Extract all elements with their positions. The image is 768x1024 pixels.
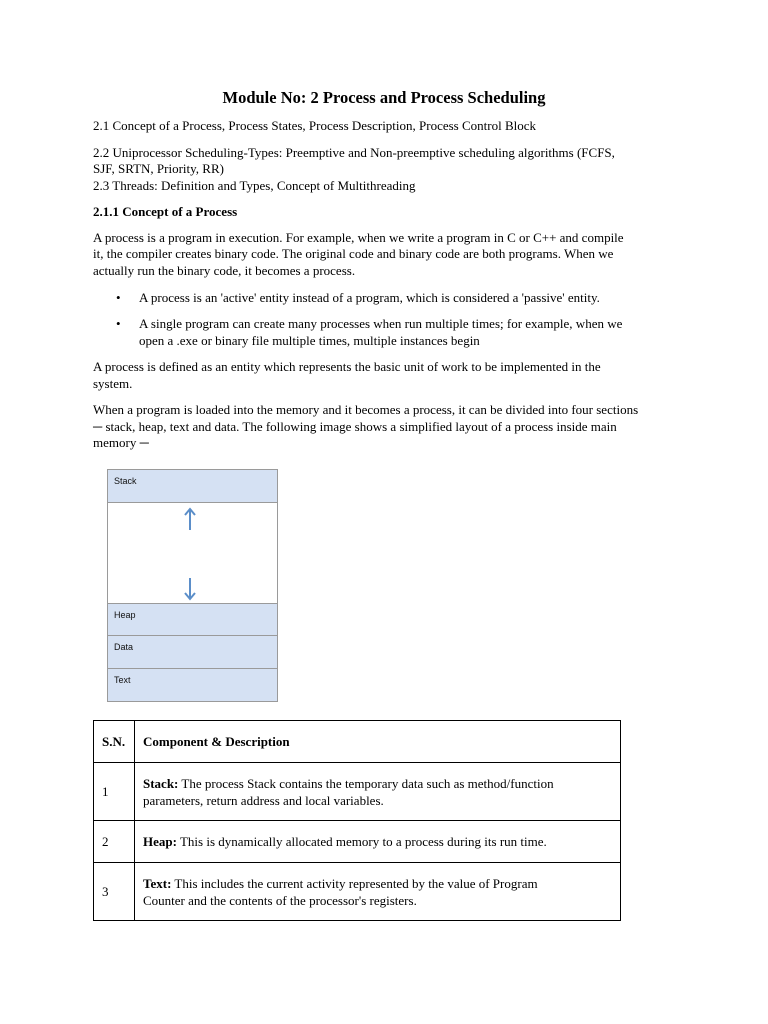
para3-line: memory ─: [93, 435, 149, 450]
bullet-item-text: A process is an 'active' entity instead of a program, which is considered a 'passive' entity.: [139, 290, 600, 305]
para2-line: system.: [93, 376, 133, 391]
outline-item-2-3: 2.3 Threads: Definition and Types, Concept of Multithreading: [93, 178, 416, 193]
row-sn: 2: [94, 821, 135, 863]
page-title: Module No: 2 Process and Process Scheduling: [222, 88, 546, 107]
table-row: [94, 763, 621, 821]
para3-line: When a program is loaded into the memory and it becomes a process, it can be divided into four sections: [93, 402, 639, 417]
row-text: parameters, return address and local variables.: [143, 792, 384, 808]
header-description: Component & Description: [135, 721, 621, 763]
row-term: Stack:: [143, 775, 179, 791]
row-description: [135, 763, 621, 821]
arrow-down-icon: [183, 576, 197, 602]
row-text: This is dynamically allocated memory to a process during its run time.: [179, 834, 547, 849]
outline-item-2-2: 2.2 Uniprocessor Scheduling-Types: Preemptive and Non-preemptive scheduling algorithms (FCFS,: [93, 145, 615, 160]
section-heading: 2.1.1 Concept of a Process: [93, 204, 238, 219]
stack-segment: Stack: [108, 470, 277, 503]
row-text: This includes the current activity represented by the value of Program: [174, 875, 538, 891]
para1-line: it, the compiler creates binary code. The original code and binary code are both programs. When we: [93, 246, 614, 261]
row-description: [135, 863, 621, 921]
bullet-marker: •: [116, 290, 121, 305]
para1-line: A process is a program in execution. For example, when we write a program in C or C++ and compile: [93, 230, 624, 245]
table-row: [94, 863, 621, 921]
table-row: [94, 821, 621, 863]
data-segment: Data: [108, 636, 277, 669]
bullet-item-text: open a .exe or binary file multiple times, multiple instances begin: [139, 333, 480, 348]
row-term: Text:: [143, 875, 172, 891]
bullet-item-text: A single program can create many processes when run multiple times; for example, when we: [139, 316, 623, 331]
bullet-marker: •: [116, 316, 121, 331]
row-sn: 1: [94, 763, 135, 821]
row-text: The process Stack contains the temporary data such as method/function: [181, 775, 554, 791]
table-header-row: [94, 721, 621, 763]
row-sn: 3: [94, 863, 135, 921]
para2-line: A process is defined as an entity which represents the basic unit of work to be implemented in the: [93, 359, 601, 374]
outline-item-2-1: 2.1 Concept of a Process, Process States, Process Description, Process Control Block: [93, 118, 537, 133]
row-text: Counter and the contents of the processor's registers.: [143, 892, 417, 908]
para3-line: ─ stack, heap, text and data. The following image shows a simplified layout of a process inside main: [93, 419, 617, 434]
header-sn: S.N.: [94, 721, 135, 763]
arrow-up-icon: [183, 506, 197, 532]
text-segment: Text: [108, 669, 277, 701]
outline-item-2-2-continued: SJF, SRTN, Priority, RR): [93, 161, 224, 176]
para1-line: actually run the binary code, it becomes a process.: [93, 263, 356, 278]
process-memory-diagram: [107, 469, 278, 702]
heap-segment: Heap: [108, 603, 277, 636]
row-term: Heap:: [143, 834, 177, 849]
row-description: [135, 821, 621, 863]
components-table: [93, 720, 621, 921]
